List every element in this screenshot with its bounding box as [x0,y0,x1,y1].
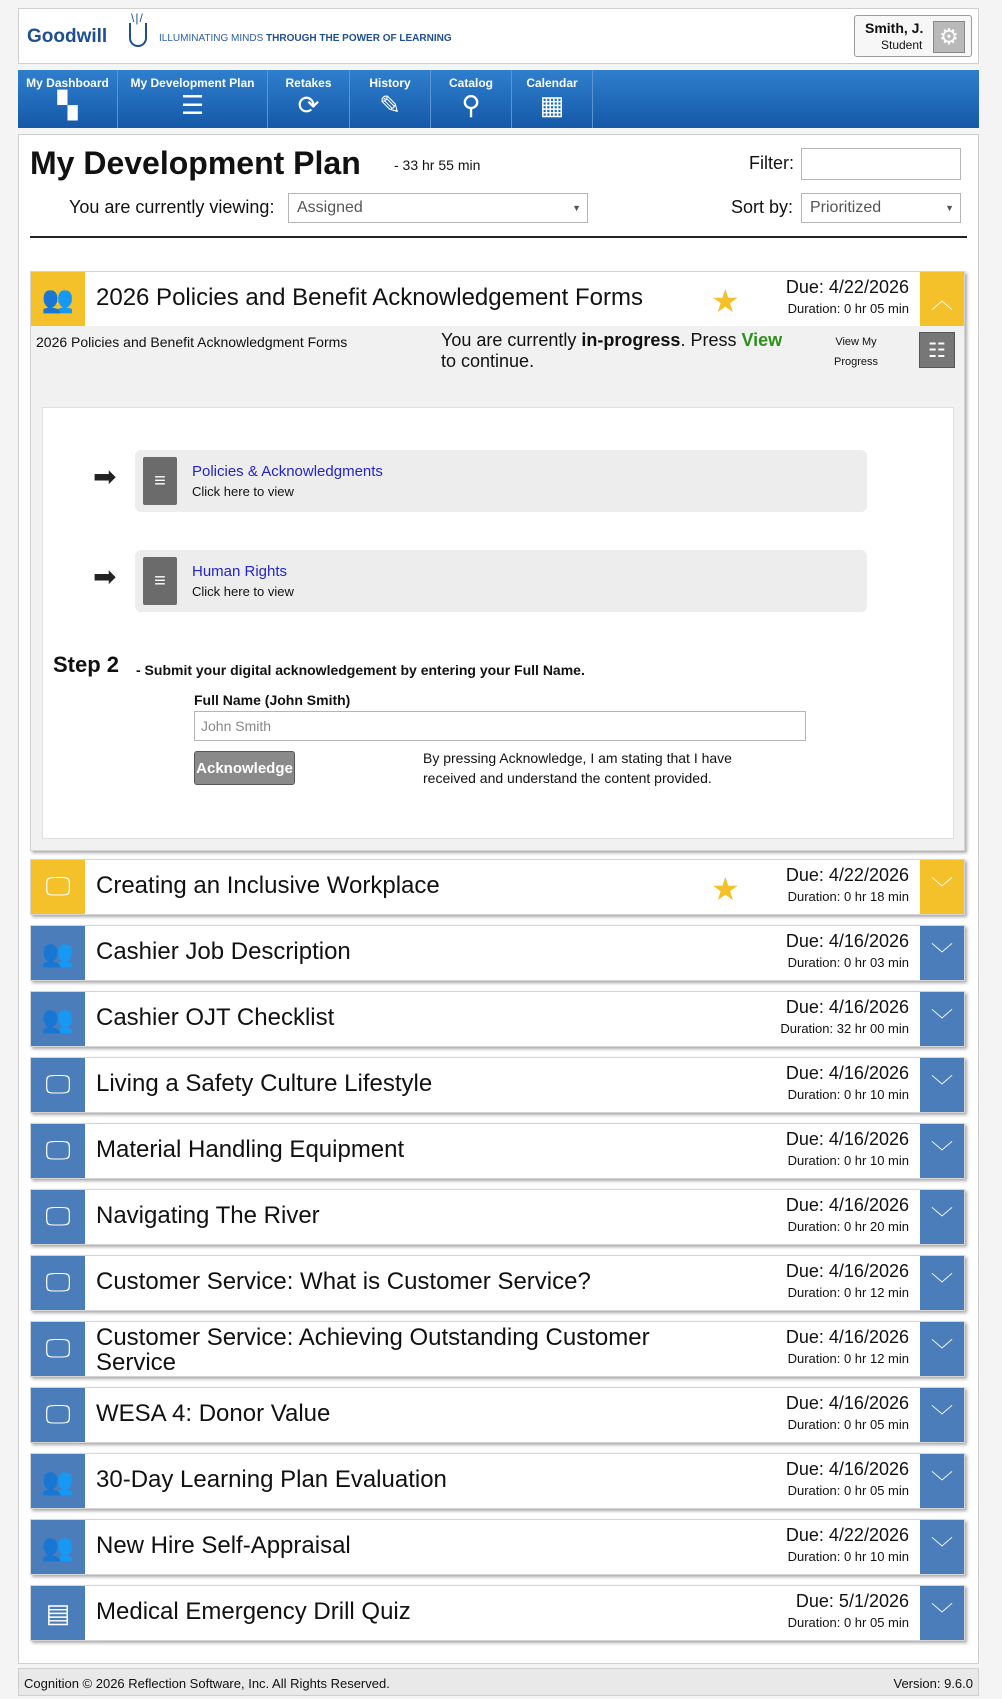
chevron-down-icon[interactable]: ﹀ [920,992,964,1046]
status-post: to continue. [441,351,535,371]
course-header[interactable] [31,272,964,326]
nav-my-development-plan[interactable] [118,70,268,128]
list-icon: ☰ [180,90,205,120]
status-bold: in-progress [581,330,681,350]
course-due: Due: 4/16/2026 [785,1327,909,1347]
certificate-icon: ✎ [379,90,401,120]
course-duration: Duration: 0 hr 03 min [787,955,909,970]
page-title: My Development Plan [30,145,361,181]
chevron-down-icon[interactable]: ﹀ [920,1256,964,1310]
version: Version: 9.6.0 [893,1676,973,1691]
magnifier-icon: ⚲ [461,90,481,120]
nav-label: Calendar [526,76,578,90]
course-duration: Duration: 0 hr 05 min [787,301,909,316]
course-subtitle: 2026 Policies and Benefit Acknowledgment Forms [36,334,348,350]
status-mid: . Press [680,330,742,350]
nav-label: My Dashboard [26,76,109,90]
course-due: Due: 4/16/2026 [785,997,909,1017]
divider [30,236,967,238]
tagline [159,33,452,44]
course-title: 30-Day Learning Plan Evaluation [96,1466,447,1493]
course-row[interactable] [30,1387,965,1443]
acknowledge-note: By pressing Acknowledge, I am stating that I have received and understand the content provided. [423,750,732,786]
course-due: Due: 4/16/2026 [785,931,909,951]
course-row[interactable] [30,1123,965,1179]
viewing-select[interactable] [288,193,588,223]
nav-history[interactable] [350,70,431,128]
course-title: New Hire Self-Appraisal [96,1532,351,1559]
chevron-up-icon[interactable]: ︿ [920,272,964,326]
brand-bar [18,8,979,64]
full-name-input[interactable]: John Smith [194,711,806,741]
sort-select-value: Prioritized [810,199,882,216]
view-link[interactable]: View [741,330,783,350]
refresh-icon: ⟳ [297,90,320,120]
step-instructions: - Submit your digital acknowledgement by entering your Full Name. [136,662,585,678]
course-row[interactable] [30,1255,965,1311]
star-icon: ★ [711,283,740,319]
nav-label: Catalog [448,76,493,90]
nav-retakes[interactable] [268,70,350,128]
document-link[interactable]: Policies & Acknowledgments [192,463,383,480]
gear-icon[interactable]: ⚙ [933,21,965,53]
chevron-down-icon[interactable]: ﹀ [920,1388,964,1442]
course-due: Due: 4/22/2026 [785,865,909,885]
course-title: Material Handling Equipment [96,1136,405,1163]
course-title: Cashier OJT Checklist [96,1004,335,1031]
course-duration: Duration: 0 hr 10 min [787,1549,909,1564]
document-hint: Click here to view [192,484,294,499]
course-row[interactable] [30,859,965,915]
course-title: Customer Service: What is Customer Service? [96,1268,591,1295]
nav-my-dashboard[interactable] [18,70,118,128]
chevron-down-icon[interactable]: ﹀ [920,1322,964,1376]
course-duration: Duration: 0 hr 05 min [787,1483,909,1498]
course-due: Due: 5/1/2026 [795,1591,909,1611]
step-label: Step 2 [53,652,120,677]
course-title: WESA 4: Donor Value [96,1400,331,1427]
viewing-label: You are currently viewing: [69,197,275,217]
course-row[interactable] [30,1585,965,1641]
view-progress-line1: View My [835,336,877,348]
course-row[interactable] [30,1453,965,1509]
user-menu[interactable] [854,15,972,57]
course-duration: Duration: 0 hr 05 min [787,1417,909,1432]
footer [18,1668,979,1696]
copyright: Cognition © 2026 Reflection Software, Inc. All Rights Reserved. [24,1676,390,1691]
document-card[interactable] [135,550,867,612]
course-row[interactable] [30,1189,965,1245]
course-due: Due: 4/22/2026 [785,1525,909,1545]
course-content [42,407,954,839]
user-name: Smith, J. [865,20,924,36]
chevron-down-icon[interactable]: ﹀ [920,1124,964,1178]
view-progress-link[interactable] [831,332,881,372]
people-icon: 👥 [31,992,85,1046]
course-row[interactable] [30,1057,965,1113]
star-icon: ★ [711,871,740,907]
chevron-down-icon[interactable]: ﹀ [920,926,964,980]
logo[interactable]: Goodwill [27,26,108,47]
chevron-down-icon[interactable]: ﹀ [920,1058,964,1112]
course-duration: Duration: 0 hr 12 min [787,1285,909,1300]
filter-input[interactable] [801,148,961,180]
full-name-label: Full Name (John Smith) [194,692,351,708]
lightbulb-rays-icon: \|/ [131,11,144,25]
sort-select[interactable] [801,193,961,223]
course-due: Due: 4/16/2026 [785,1459,909,1479]
checklist-icon[interactable]: ☷ [919,332,955,368]
calendar-icon: ▦ [539,90,565,120]
view-progress-line2: Progress [833,356,879,368]
course-due: Due: 4/22/2026 [785,277,909,297]
course-title: Living a Safety Culture Lifestyle [96,1070,433,1097]
course-duration: Duration: 0 hr 10 min [787,1087,909,1102]
course-row[interactable] [30,925,965,981]
logo-u-icon [129,23,147,47]
course-duration: Duration: 32 hr 00 min [780,1021,909,1036]
status-pre: You are currently [441,330,582,350]
document-link[interactable]: Human Rights [192,563,288,580]
status-message [441,330,801,372]
people-icon: 👥 [31,1520,85,1574]
course-title: Navigating The River [96,1202,320,1229]
chevron-down-icon[interactable]: ﹀ [920,1586,964,1640]
monitor-icon: 🖵 [31,1322,85,1376]
nav-label: Retakes [285,76,332,90]
people-icon: 👥 [31,926,85,980]
monitor-icon: 🖵 [31,860,85,914]
chevron-down-icon[interactable]: ﹀ [920,1454,964,1508]
dashboard-icon: ▚ [57,90,78,120]
dropdown-caret-icon: ▼ [572,203,581,213]
document-icon: ≡ [143,557,177,605]
chevron-down-icon[interactable]: ﹀ [920,1520,964,1574]
course-duration: Duration: 0 hr 05 min [787,1615,909,1630]
people-icon: 👥 [31,272,85,326]
chevron-down-icon[interactable]: ﹀ [920,1190,964,1244]
arrow-right-icon: ➡ [93,461,117,492]
total-duration: - 33 hr 55 min [394,157,481,173]
course-due: Due: 4/16/2026 [785,1129,909,1149]
user-role: Student [881,38,923,52]
course-row[interactable] [30,991,965,1047]
nav-catalog[interactable] [431,70,512,128]
document-icon: ≡ [143,457,177,505]
course-title: Cashier Job Description [96,938,351,965]
course-row[interactable] [30,1321,965,1377]
main-nav [18,70,979,128]
people-icon: 👥 [31,1454,85,1508]
arrow-right-icon: ➡ [93,561,117,592]
tagline-bold: THROUGH THE POWER OF LEARNING [266,33,452,44]
viewing-select-value: Assigned [297,199,363,216]
monitor-icon: 🖵 [31,1388,85,1442]
monitor-icon: 🖵 [31,1190,85,1244]
course-duration: Duration: 0 hr 12 min [787,1351,909,1366]
course-duration: Duration: 0 hr 10 min [787,1153,909,1168]
course-title: 2026 Policies and Benefit Acknowledgement Forms [96,284,643,311]
tagline-plain: ILLUMINATING MINDS [159,33,267,44]
course-title: Medical Emergency Drill Quiz [96,1598,411,1625]
course-title: Customer Service: Achieving Outstanding Customer Service [96,1324,650,1376]
main-panel [18,134,979,1664]
chevron-down-icon[interactable]: ﹀ [920,860,964,914]
course-title: Creating an Inclusive Workplace [96,872,440,899]
course-due: Due: 4/16/2026 [785,1261,909,1281]
course-row[interactable] [30,1519,965,1575]
quiz-icon: ▤ [31,1586,85,1640]
course-expanded [30,271,965,851]
course-due: Due: 4/16/2026 [785,1393,909,1413]
course-duration: Duration: 0 hr 20 min [787,1219,909,1234]
course-due: Due: 4/16/2026 [785,1063,909,1083]
document-hint: Click here to view [192,584,294,599]
monitor-icon: 🖵 [31,1256,85,1310]
nav-label: History [369,76,411,90]
monitor-icon: 🖵 [31,1124,85,1178]
monitor-icon: 🖵 [31,1058,85,1112]
nav-calendar[interactable] [512,70,593,128]
course-due: Due: 4/16/2026 [785,1195,909,1215]
dropdown-caret-icon: ▼ [945,203,954,213]
course-duration: Duration: 0 hr 18 min [787,889,909,904]
filter-label: Filter: [749,153,794,173]
acknowledge-button[interactable]: Acknowledge [194,751,295,785]
sort-label: Sort by: [731,197,794,217]
nav-label: My Development Plan [130,76,255,90]
document-card[interactable] [135,450,867,512]
